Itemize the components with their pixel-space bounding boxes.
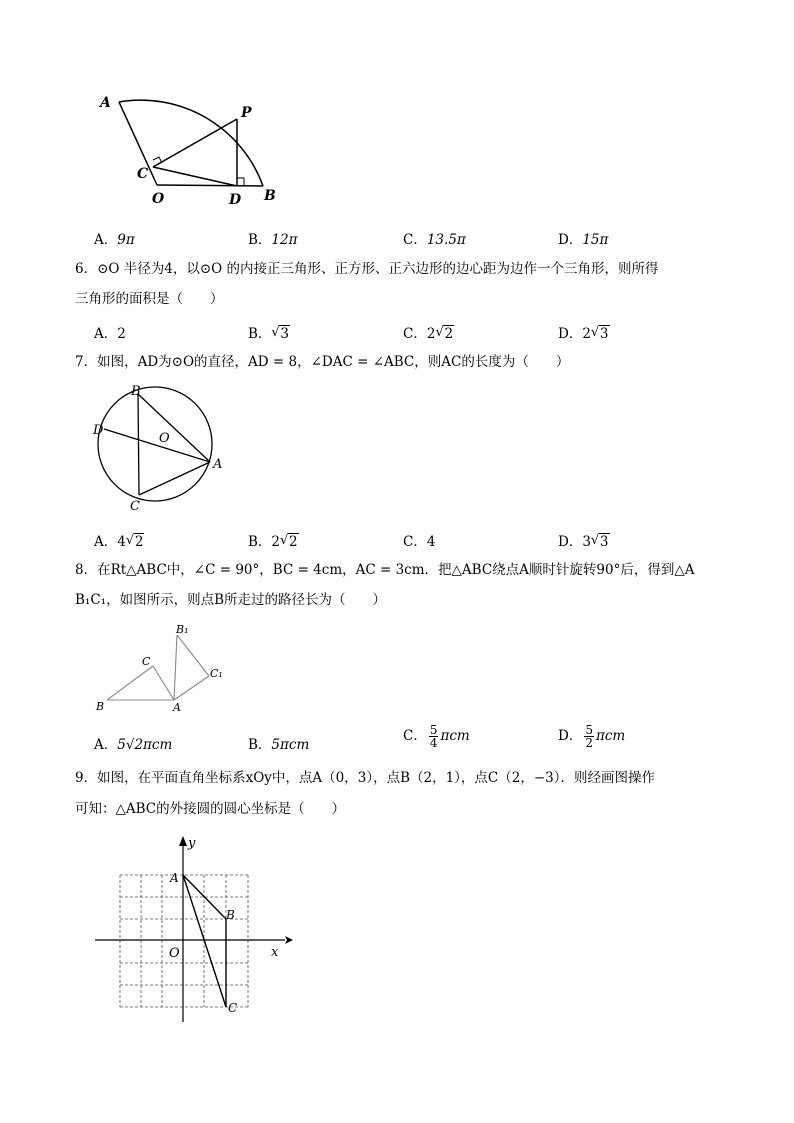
chord-BA (138, 394, 210, 462)
label-C: C (142, 655, 151, 668)
label-B: B (226, 908, 235, 922)
q6-question-line2: 三角形的面积是（ ） (75, 291, 224, 307)
y-axis-arrow (179, 836, 187, 846)
q8-option-c: C． $\frac{5}{4}$ πcm (403, 723, 470, 750)
label-C: C (228, 1001, 238, 1015)
chord-BC (138, 394, 139, 495)
q6-option-d: D．2√ 3 (558, 322, 610, 342)
label-P: P (241, 105, 252, 121)
label-D: D (93, 423, 104, 438)
label-B: B (264, 188, 276, 204)
q8-option-b: B．5πcm (248, 737, 310, 753)
label-A: A (170, 871, 179, 885)
q6-option-b: B．√ 3 (248, 322, 290, 342)
q7-circle-figure (88, 382, 238, 517)
q5-option-d: D．15π (558, 232, 609, 248)
label-B1: B₁ (176, 623, 189, 636)
q7-option-d: D．3√ 3 (558, 530, 610, 550)
q8-option-d: D． $\frac{5}{2}$ πcm (558, 723, 626, 750)
segment-OB (157, 185, 263, 186)
label-O: O (152, 191, 165, 207)
label-O: O (159, 431, 170, 446)
label-C: C (130, 499, 140, 514)
q8-question-line1: 8．在Rt△ABC中，∠C = 90°，BC = 4cm，AC = 3cm．把△ABC绕点A顺时针旋转90°后，得到△A (75, 562, 695, 578)
segment-AC1 (174, 676, 209, 700)
label-O: O (169, 946, 180, 961)
q7-question-line1: 7．如图，AD为⊙O的直径，AD = 8，∠DAC = ∠ABC，则AC的长度为（ ） (75, 354, 570, 370)
q6-option-a: A．2 (94, 326, 126, 342)
segment-B1C1 (177, 635, 209, 676)
chord-CA (139, 462, 210, 495)
segment-CD (153, 167, 237, 186)
q9-coordinate-figure (90, 832, 300, 1032)
segment-CA (153, 666, 174, 700)
label-x: x (271, 945, 279, 960)
label-D: D (229, 192, 242, 208)
segment-BC (107, 666, 153, 700)
diameter-DA (104, 429, 210, 462)
segment-AB1 (174, 635, 177, 700)
q7-option-b: B．2√ 2 (248, 530, 299, 550)
grid-lines (120, 875, 248, 1007)
q7-option-a: A．4√ 2 (94, 530, 144, 550)
label-B: B (131, 384, 141, 399)
label-y: y (188, 836, 196, 851)
q8-question-line2: B₁C₁，如图所示，则点B所走过的路径长为（ ） (75, 592, 386, 608)
q9-question-line1: 9．如图，在平面直角坐标系xOy中，点A（0，3），点B（2，1），点C（2，−3）．则经画图操作 (75, 770, 655, 786)
q7-option-c: C．4 (403, 534, 436, 550)
label-B: B (96, 700, 105, 713)
q9-question-line2: 可知：△ABC的外接圆的圆心坐标是（ ） (75, 801, 346, 817)
label-C: C (137, 166, 149, 182)
q8-option-a: A．5√2πcm (94, 737, 173, 753)
q5-sector-figure (95, 85, 295, 215)
q5-option-a: A．9π (94, 232, 135, 248)
x-axis-arrow (285, 936, 293, 944)
q5-option-c: C．13.5π (403, 232, 466, 248)
label-A: A (213, 457, 223, 472)
label-A: A (100, 95, 111, 111)
label-C1: C₁ (210, 667, 223, 680)
circle-O (98, 387, 212, 501)
segment-AC (183, 875, 226, 1007)
q6-option-c: C．2√ 2 (403, 322, 454, 342)
segment-CP (153, 119, 237, 167)
label-A: A (173, 701, 181, 714)
q8-rotation-figure (90, 620, 240, 715)
right-angle-mark-D (237, 178, 244, 186)
q5-option-b: B．12π (248, 232, 298, 248)
q6-question-line1: 6．⊙O 半径为4，以⊙O 的内接正三角形、正方形、正六边形的边心距为边作一个三角形，则所得 (75, 261, 659, 277)
